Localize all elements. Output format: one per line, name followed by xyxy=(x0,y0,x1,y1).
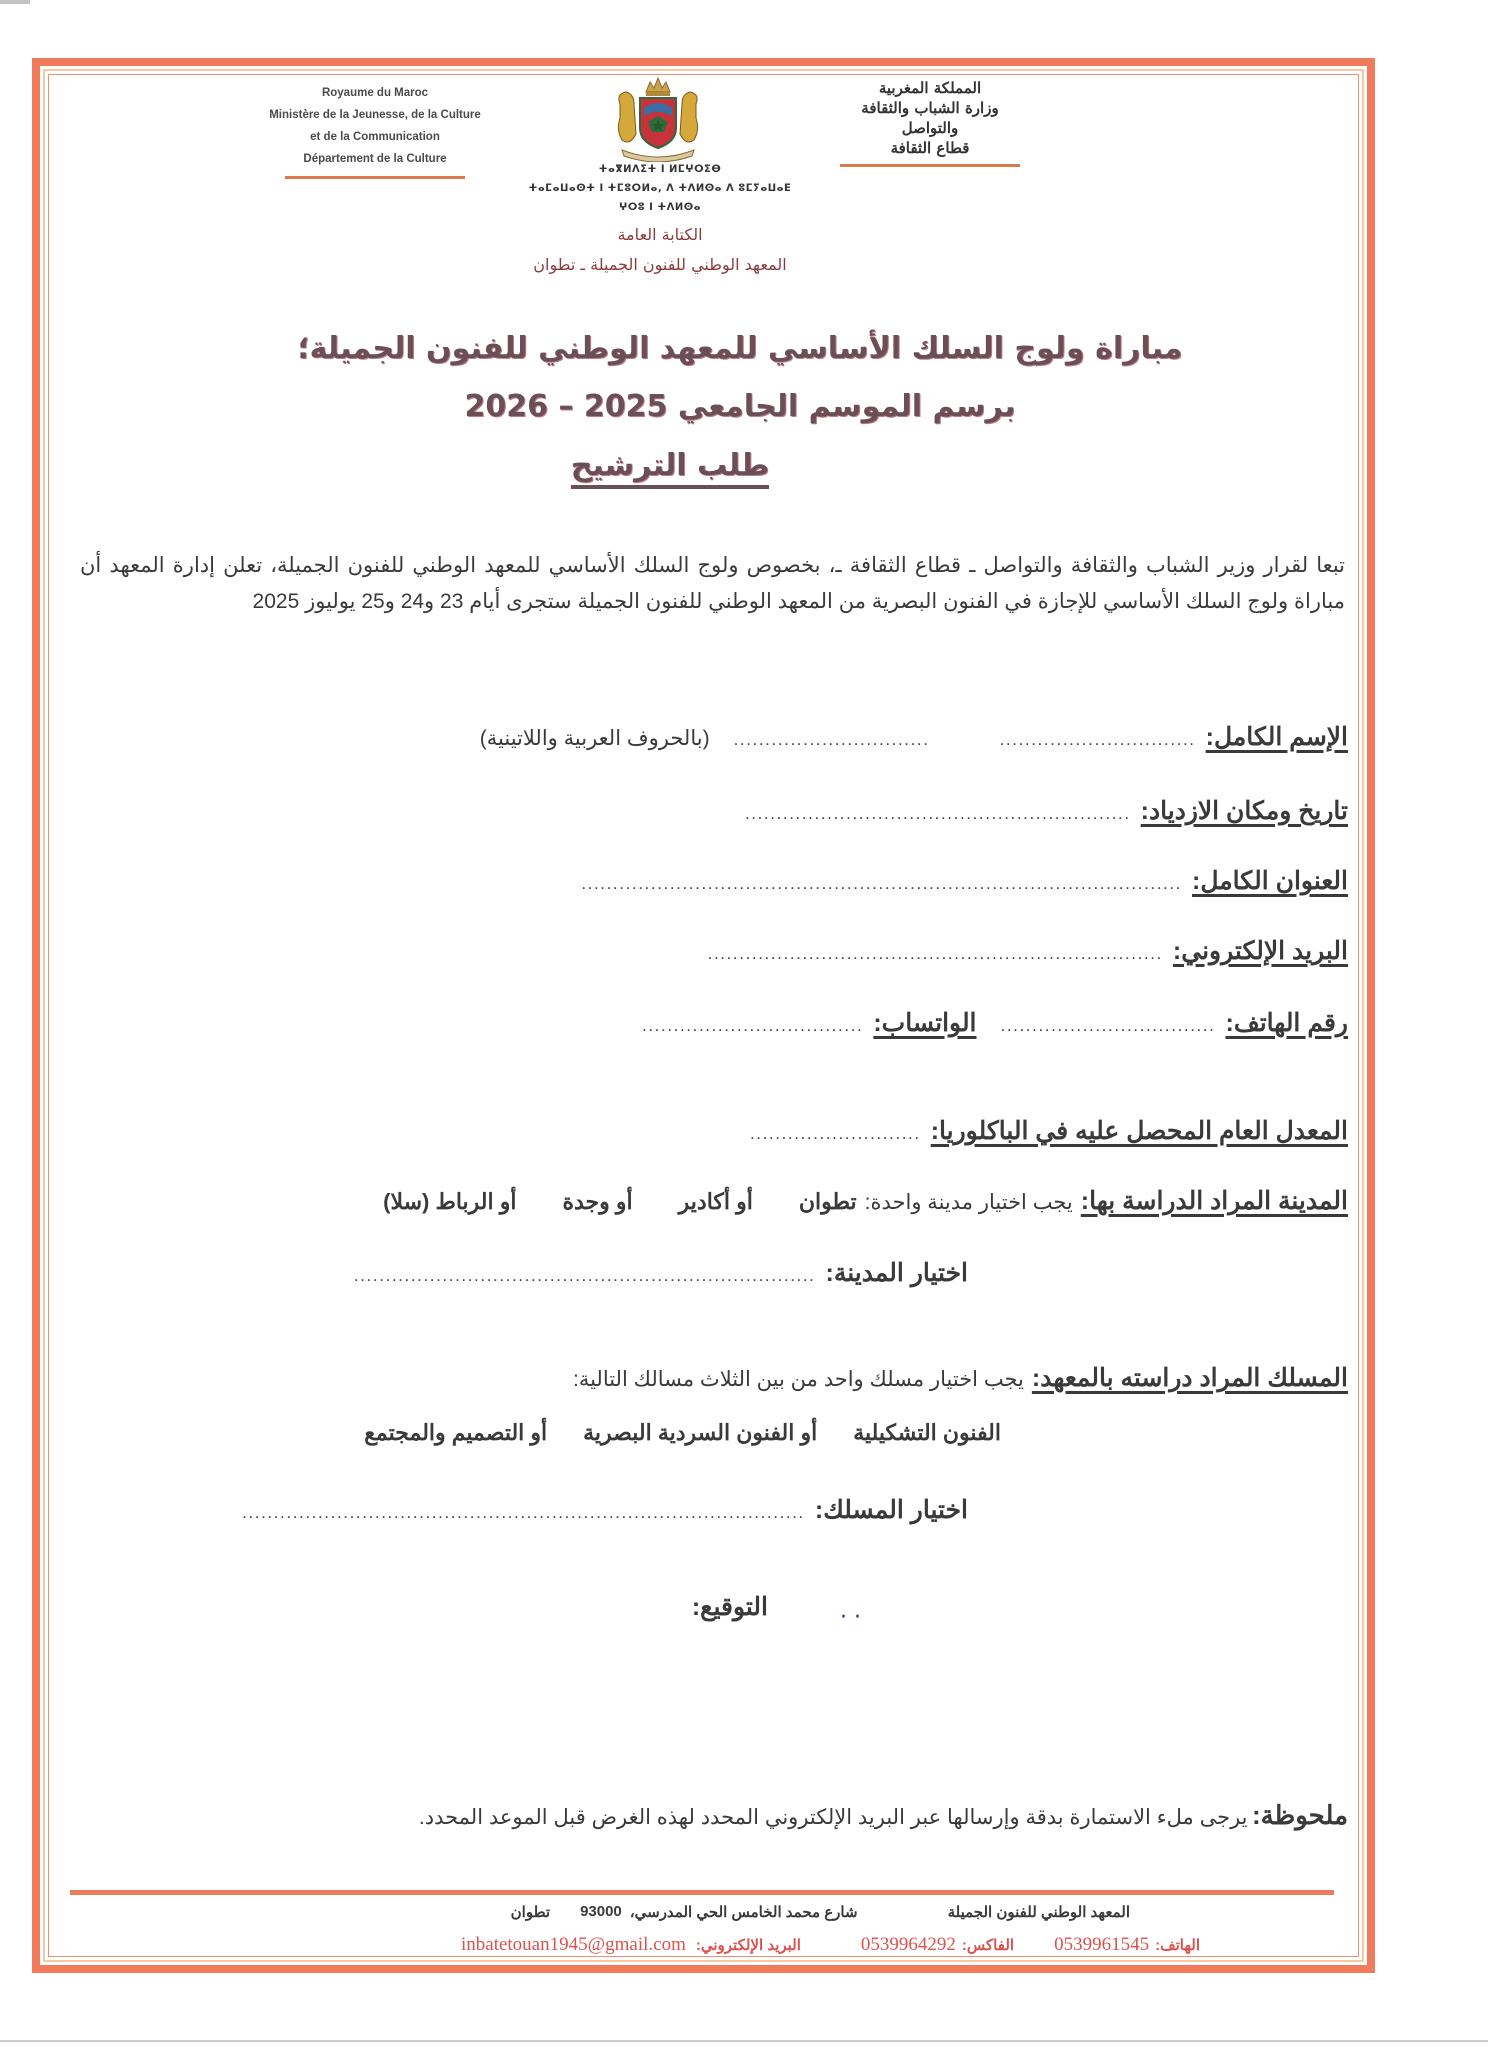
track-label: المسلك المراد دراسته بالمعهد: xyxy=(1031,1364,1348,1392)
field-city-choice xyxy=(344,1258,968,1288)
city-option-rabat-sale: أو الرباط (سلا) xyxy=(383,1189,517,1214)
birth-input[interactable]: ............................................................. xyxy=(744,804,1131,823)
track-option-visual-narrative: أو الفنون السردية البصرية xyxy=(583,1420,818,1445)
bac-average-input[interactable]: ........................... xyxy=(749,1124,921,1143)
note-text: يرجى ملء الاستمارة بدقة وإرسالها عبر البريد الإلكتروني المحدد لهذه الغرض قبل الموعد المحدد. xyxy=(418,1806,1248,1829)
address-label: العنوان الكامل: xyxy=(1192,867,1348,895)
lion-left-icon xyxy=(618,92,636,142)
field-full-name xyxy=(480,722,1348,752)
header-arabic-block xyxy=(810,78,1050,167)
footer-email-link[interactable]: inbatetouan1945@gmail.com xyxy=(460,1934,686,1955)
institute-name: المعهد الوطني للفنون الجميلة ـ تطوان xyxy=(533,255,787,274)
footer-contacts xyxy=(240,1934,1200,1956)
field-phone xyxy=(632,1008,1348,1038)
field-city xyxy=(383,1186,1348,1216)
email-input[interactable]: ........................................................................ xyxy=(707,944,1163,963)
footer-institute: المعهد الوطني للفنون الجميلة xyxy=(947,1904,1130,1921)
note xyxy=(419,1800,1348,1831)
page-title xyxy=(160,320,1320,436)
field-track-choice xyxy=(232,1495,968,1525)
header-ar-underline xyxy=(840,164,1020,167)
header-french-block xyxy=(245,82,505,179)
footer-postal: 93000 xyxy=(580,1903,622,1920)
birth-label: تاريخ ومكان الازدياد: xyxy=(1140,797,1348,825)
footer-fax: 0539964292 xyxy=(860,1934,956,1955)
tifinagh-line: ⵖⵔⵓ ⵏ ⵜⴷⵍⵙⴰ xyxy=(618,202,702,213)
header-fr-line: Royaume du Maroc xyxy=(321,87,429,99)
header-fr-underline xyxy=(285,176,465,179)
title-line-1: مباراة ولوج السلك الأساسي للمعهد الوطني للفنون الجميلة؛ xyxy=(297,331,1183,366)
footer-street: شارع محمد الخامس الحي المدرسي، xyxy=(629,1904,858,1921)
track-choice-label: اختيار المسلك: xyxy=(814,1496,968,1524)
signature-area[interactable]: · · xyxy=(840,1605,861,1630)
tifinagh-line: ⵜⴰⵎⴰⵡⴰⵙⵜ ⵏ ⵜⵎⵓⵔⵍⴰ, ⴷ ⵜⴷⵍⵙⴰ ⴷ ⵓⵎⵢⴰⵡⴰⴹ xyxy=(528,183,792,194)
track-options xyxy=(364,1420,1001,1446)
whatsapp-label: الواتساب: xyxy=(873,1009,977,1037)
city-instruction: يجب اختيار مدينة واحدة: xyxy=(864,1191,1073,1214)
header-ar-line: قطاع الثقافة xyxy=(890,139,970,157)
track-option-design-society: أو التصميم والمجتمع xyxy=(364,1420,548,1445)
note-label: ملحوظة: xyxy=(1251,1800,1348,1830)
full-name-label: الإسم الكامل: xyxy=(1205,723,1348,751)
track-instruction: يجب اختيار مسلك واحد من بين الثلاث مسالك التالية: xyxy=(572,1368,1024,1391)
full-name-hint: (بالحروف العربية واللاتينية) xyxy=(479,727,710,750)
footer-divider xyxy=(70,1890,1334,1895)
scan-edge-line xyxy=(0,2040,1488,2042)
signature-label: التوقيع: xyxy=(691,1593,768,1621)
phone-label: رقم الهاتف: xyxy=(1225,1009,1348,1037)
city-label: المدينة المراد الدراسة بها: xyxy=(1080,1187,1348,1215)
field-email xyxy=(698,936,1348,966)
footer-address xyxy=(230,1903,1130,1921)
institute-block xyxy=(480,220,840,280)
title-line-2: برسم الموسم الجامعي 2025 – 2026 xyxy=(464,389,1016,424)
address-input[interactable]: ............................................................................................... xyxy=(581,874,1183,893)
city-option-agadir: أو أكادير xyxy=(678,1189,753,1214)
full-name-input-arabic[interactable]: ............................... xyxy=(999,730,1196,749)
track-option-plastic-arts: الفنون التشكيلية xyxy=(853,1420,1001,1445)
lion-right-icon xyxy=(680,92,698,142)
city-choice-label: اختيار المدينة: xyxy=(825,1259,968,1287)
footer-email-label: البريد الإلكتروني: xyxy=(695,1937,801,1954)
crown-icon xyxy=(646,78,670,96)
tifinagh-line: ⵜⴰⴳⵍⴷⵉⵜ ⵏ ⵍⵎⵖⵔⵉⴱ xyxy=(598,164,722,175)
header-ar-line: وزارة الشباب والثقافة xyxy=(861,99,999,117)
header-ar-line: والتواصل xyxy=(901,119,959,137)
shield-icon xyxy=(640,98,676,148)
footer-fax-label: الفاكس: xyxy=(961,1937,1015,1954)
secretariat-label: الكتابة العامة xyxy=(617,225,703,244)
footer-phone: 0539961545 xyxy=(1054,1934,1150,1955)
city-choice-input[interactable]: ......................................................................... xyxy=(353,1266,816,1285)
footer-city: تطوان xyxy=(510,1904,551,1921)
form-name-heading xyxy=(440,448,900,483)
bac-average-label: المعدل العام المحصل عليه في الباكلوريا: xyxy=(930,1117,1348,1145)
city-option-oujda: أو وجدة xyxy=(562,1189,633,1214)
footer-phone-label: الهاتف: xyxy=(1155,1937,1200,1954)
track-choice-input[interactable]: ......................................................................................... xyxy=(242,1503,805,1522)
intro-paragraph: تبعا لقرار وزير الشباب والثقافة والتواصل ـ قطاع الثقافة ـ، بخصوص ولوج السلك الأساسي للمعهد الوطني للفنون الجميلة، تعلن إدارة المعهد أن مباراة ولوج السلك الأساسي للإجازة في الفنون البصرية من المعهد الوطني للفنون الجميلة ستجرى أيام 23 و24 و25 يوليوز 2025 xyxy=(80,554,1345,613)
header-fr-line: et de la Communication xyxy=(310,131,440,143)
tifinagh-header xyxy=(500,160,820,217)
whatsapp-input[interactable]: ................................... xyxy=(642,1016,864,1035)
field-signature xyxy=(692,1592,768,1622)
field-address xyxy=(571,866,1348,896)
coat-of-arms-logo xyxy=(612,74,704,162)
email-label: البريد الإلكتروني: xyxy=(1172,937,1348,965)
form-name: طلب الترشيح xyxy=(571,448,770,489)
header-ar-line: المملكة المغربية xyxy=(878,79,982,97)
header-fr-line: Département de la Culture xyxy=(303,153,447,165)
field-bac-average xyxy=(740,1116,1348,1146)
header-fr-line: Ministère de la Jeunesse, de la Culture xyxy=(269,109,481,121)
phone-input[interactable]: .................................. xyxy=(1000,1016,1216,1035)
field-track xyxy=(573,1363,1348,1393)
full-name-input-latin[interactable]: ............................... xyxy=(733,730,930,749)
field-birth xyxy=(735,796,1348,826)
scan-mark xyxy=(0,0,30,4)
city-option-tetouan: تطوان xyxy=(798,1189,857,1214)
